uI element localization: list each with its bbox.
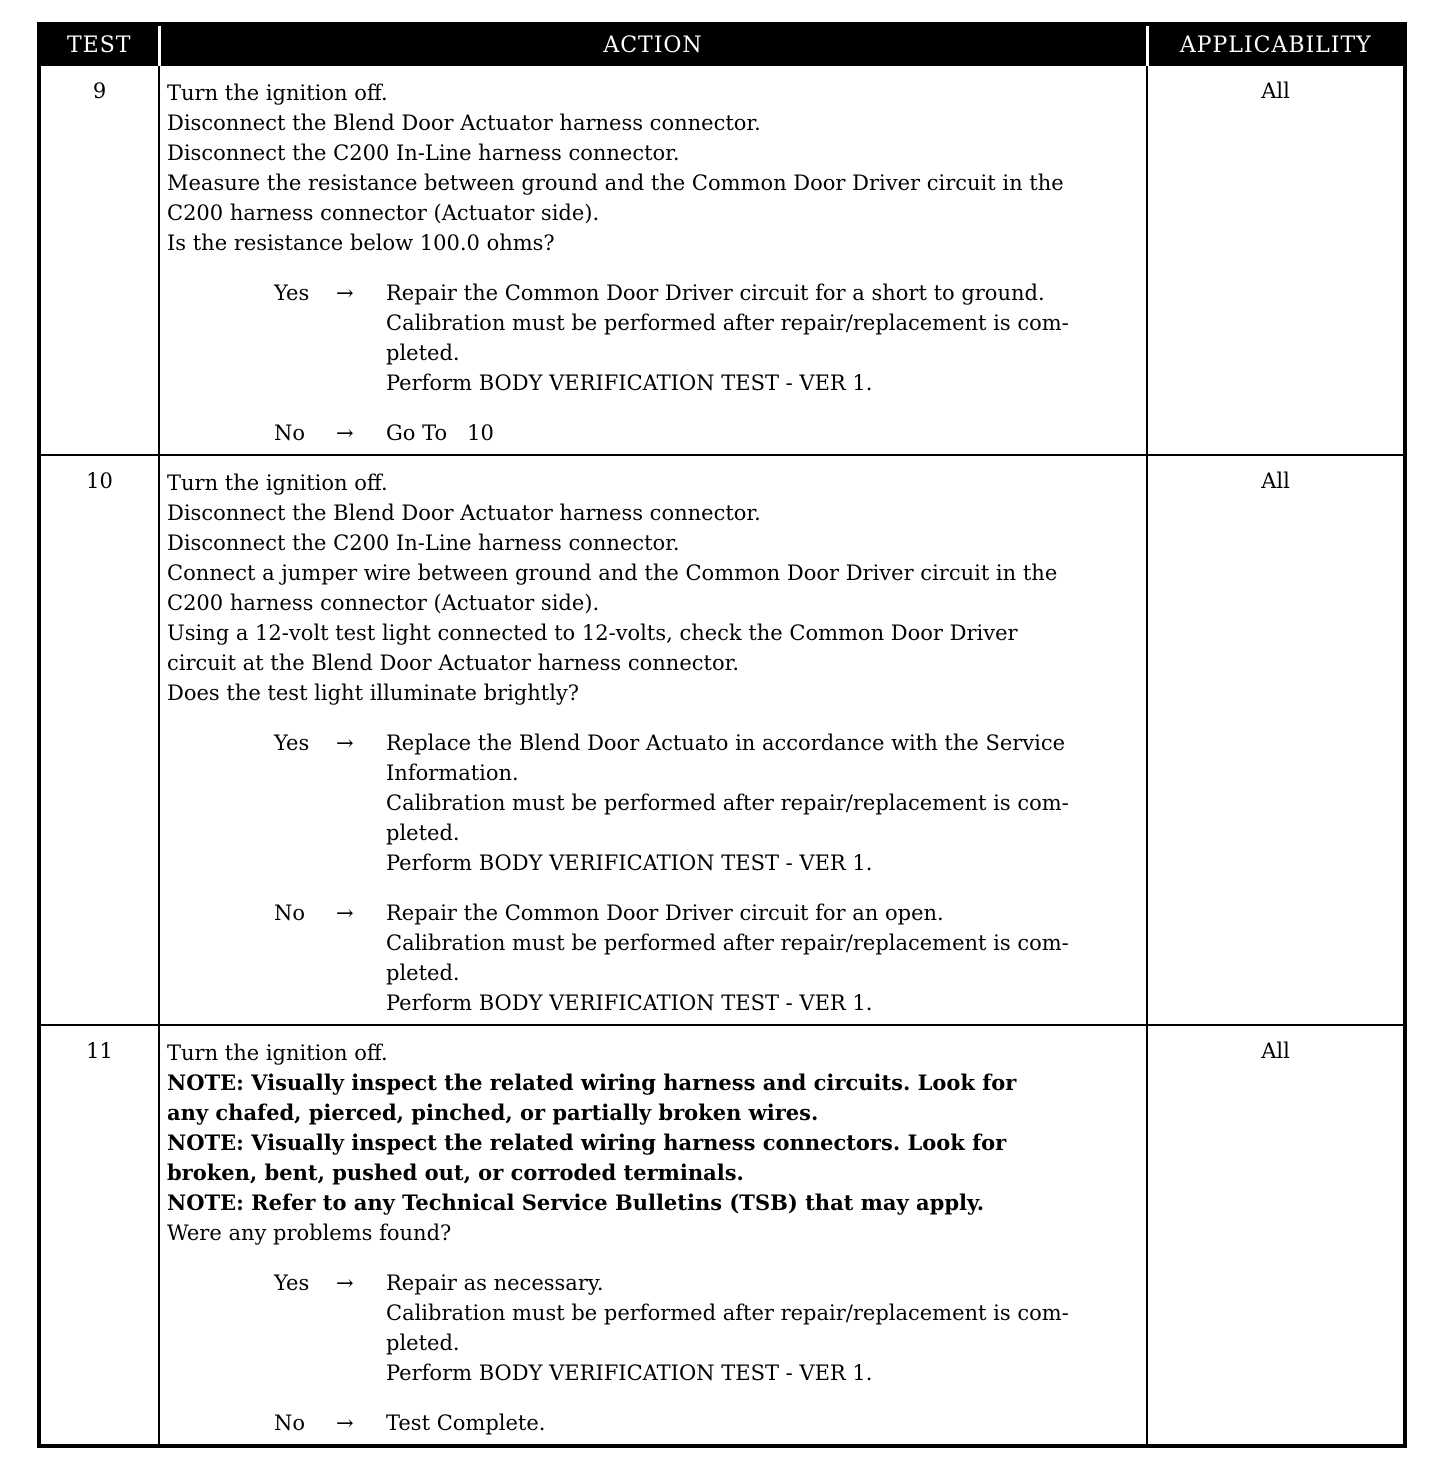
outcome-line: pleted. <box>386 961 460 985</box>
outcome-line: Information. <box>386 761 519 785</box>
action-step: Disconnect the Blend Door Actuator harness connector. <box>167 501 761 525</box>
outcome-line: pleted. <box>386 341 460 365</box>
right-arrow-icon: → <box>336 1411 354 1435</box>
action-cell <box>159 455 1147 1025</box>
outcome-line: Perform BODY VERIFICATION TEST - VER 1. <box>386 851 873 875</box>
outcome-line: pleted. <box>386 1331 460 1355</box>
outcome-result <box>386 418 1140 448</box>
outcome-line: Calibration must be performed after repair/replacement is com- <box>386 791 1069 815</box>
right-arrow-icon: → <box>336 901 354 925</box>
action-step: Disconnect the C200 In-Line harness connector. <box>167 141 680 165</box>
outcome-line: Calibration must be performed after repair/replacement is com- <box>386 931 1069 955</box>
note-line: NOTE: Visually inspect the related wiring harness connectors. Look for <box>167 1130 1007 1155</box>
action-step: Disconnect the Blend Door Actuator harness connector. <box>167 111 761 135</box>
action-step: Is the resistance below 100.0 ohms? <box>167 231 555 255</box>
outcome-answer: Yes <box>274 1271 310 1295</box>
outcome-no <box>167 1408 1140 1438</box>
applicability: All <box>1147 65 1405 455</box>
outcome-line: Repair the Common Door Driver circuit for a short to ground. <box>386 281 1045 305</box>
action-step: Connect a jumper wire between ground and the Common Door Driver circuit in the <box>167 561 1058 585</box>
action-cell <box>159 65 1147 455</box>
table-header-row <box>39 24 1405 65</box>
outcome-line: Replace the Blend Door Actuato in accordance with the Service <box>386 731 1066 755</box>
diagnostic-test-table <box>37 22 1407 1448</box>
action-cell <box>159 1025 1147 1446</box>
action-step: C200 harness connector (Actuator side). <box>167 201 600 225</box>
outcome-no <box>167 898 1140 1018</box>
note-line: NOTE: Visually inspect the related wiring harness and circuits. Look for <box>167 1070 1017 1095</box>
outcome-answer: No <box>274 421 306 445</box>
outcome-no <box>167 418 1140 448</box>
outcome-answer: No <box>274 1411 306 1435</box>
right-arrow-icon: → <box>336 731 354 755</box>
applicability: All <box>1147 455 1405 1025</box>
outcome-line: Perform BODY VERIFICATION TEST - VER 1. <box>386 371 873 395</box>
table-row-test-11 <box>39 1025 1405 1446</box>
header-action: ACTION <box>159 24 1147 65</box>
action-step: Turn the ignition off. <box>167 471 388 495</box>
outcome-yes <box>167 1268 1140 1388</box>
test-number: 9 <box>39 65 159 455</box>
action-step: Turn the ignition off. <box>167 81 388 105</box>
test-number: 10 <box>39 455 159 1025</box>
outcome-line: Calibration must be performed after repair/replacement is com- <box>386 1301 1069 1325</box>
note-line: NOTE: Refer to any Technical Service Bulletins (TSB) that may apply. <box>167 1190 985 1215</box>
action-step: Does the test light illuminate brightly? <box>167 681 580 705</box>
action-step: C200 harness connector (Actuator side). <box>167 591 600 615</box>
outcome-result <box>386 278 1140 398</box>
action-step: Disconnect the C200 In-Line harness connector. <box>167 531 680 555</box>
action-step: circuit at the Blend Door Actuator harness connector. <box>167 651 739 675</box>
outcome-yes <box>167 728 1140 878</box>
action-question: Were any problems found? <box>167 1221 452 1245</box>
outcome-line: Perform BODY VERIFICATION TEST - VER 1. <box>386 991 873 1015</box>
outcome-result <box>386 1268 1140 1388</box>
outcome-line: Repair the Common Door Driver circuit for an open. <box>386 901 944 925</box>
outcome-answer: Yes <box>274 731 310 755</box>
right-arrow-icon: → <box>336 281 354 305</box>
outcome-result <box>386 898 1140 1018</box>
outcome-line: Test Complete. <box>386 1411 546 1435</box>
outcome-result <box>386 1408 1140 1438</box>
test-number: 11 <box>39 1025 159 1446</box>
outcome-yes <box>167 278 1140 398</box>
note-line: any chafed, pierced, pinched, or partially broken wires. <box>167 1100 819 1125</box>
outcome-answer: No <box>274 901 306 925</box>
applicability: All <box>1147 1025 1405 1446</box>
outcome-answer: Yes <box>274 281 310 305</box>
outcome-line: Perform BODY VERIFICATION TEST - VER 1. <box>386 1361 873 1385</box>
right-arrow-icon: → <box>336 421 354 445</box>
header-applicability: APPLICABILITY <box>1147 24 1405 65</box>
header-test: TEST <box>39 24 159 65</box>
action-step: Measure the resistance between ground and the Common Door Driver circuit in the <box>167 171 1064 195</box>
table-row-test-9 <box>39 65 1405 455</box>
outcome-result <box>386 728 1140 878</box>
outcome-line: Repair as necessary. <box>386 1271 604 1295</box>
outcome-line: pleted. <box>386 821 460 845</box>
action-step: Turn the ignition off. <box>167 1041 388 1065</box>
action-step: Using a 12-volt test light connected to 12-volts, check the Common Door Driver <box>167 621 1018 645</box>
note-line: broken, bent, pushed out, or corroded terminals. <box>167 1160 744 1185</box>
outcome-line: Go To 10 <box>386 421 494 445</box>
table-row-test-10 <box>39 455 1405 1025</box>
outcome-line: Calibration must be performed after repair/replacement is com- <box>386 311 1069 335</box>
right-arrow-icon: → <box>336 1271 354 1295</box>
